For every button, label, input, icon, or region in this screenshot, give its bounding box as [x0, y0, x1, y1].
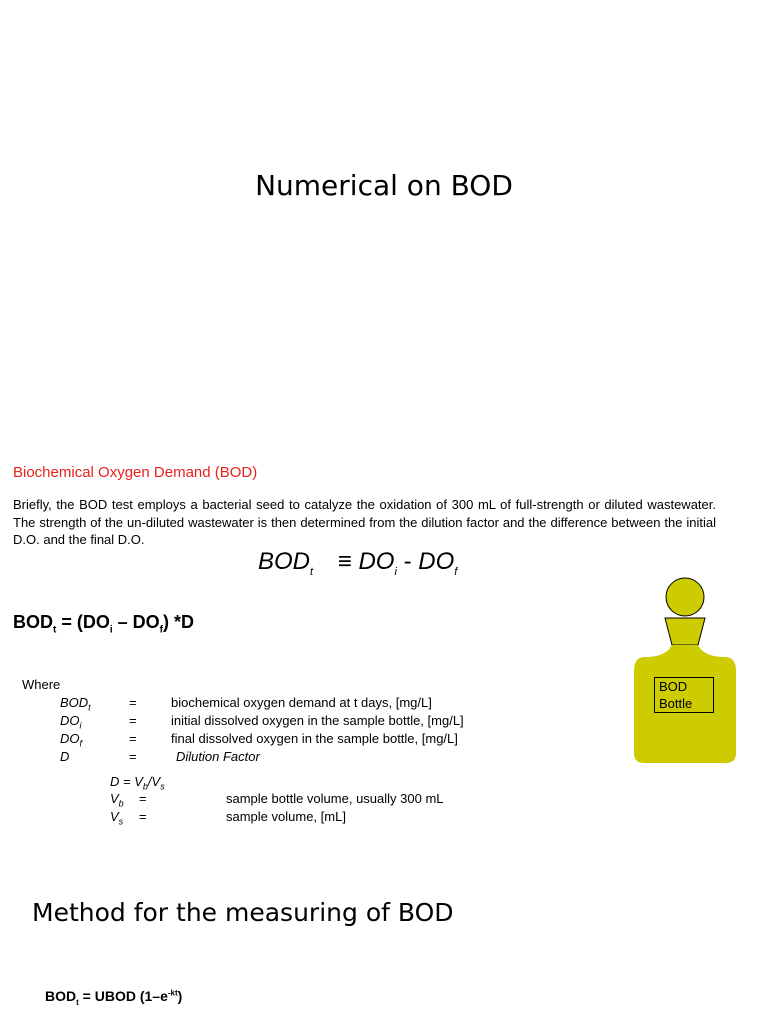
where-label: Where — [22, 677, 61, 692]
eqd-lhs-sub: t — [53, 624, 57, 636]
vol-symbol: $V_b$ — [110, 791, 124, 809]
vol-equals: = — [139, 809, 147, 824]
volume-definitions — [0, 791, 520, 827]
bottle-label — [654, 677, 714, 713]
eq-term2: DO — [418, 548, 455, 575]
def-description: initial dissolved oxygen in the sample bottle, [mg/L] — [171, 713, 464, 728]
definition-row — [0, 713, 520, 731]
definition-row — [0, 731, 520, 749]
intro-paragraph: Briefly, the BOD test employs a bacterial seed to catalyze the oxidation of 300 mL of full-strength or diluted wastewater. The strength of the un-diluted wastewater is then determined from the dilution factor and the difference between the initial D.O. and the final D.O. — [13, 497, 716, 547]
definition-row — [0, 749, 520, 767]
eq-term1-sub: i — [394, 565, 397, 578]
def-equals: = — [129, 749, 137, 764]
dilution-factor-formula: $D = V_b/V_s$ — [110, 774, 165, 792]
vol-description: sample bottle volume, usually 300 mL — [226, 791, 444, 806]
eq-lhs: BOD — [258, 548, 311, 575]
eqd-sub-i: i — [109, 624, 113, 636]
vol-equals: = — [139, 791, 147, 806]
bottle-stopper-icon — [666, 578, 704, 616]
bod-dilution-equation — [13, 612, 194, 636]
def-description: final dissolved oxygen in the sample bottle, [mg/L] — [171, 731, 458, 746]
definitions-list — [0, 695, 520, 767]
eqd-tail: ) *D — [163, 612, 194, 632]
eq-minus: - — [403, 548, 412, 575]
method-title: Method for the measuring of BOD — [32, 898, 454, 927]
definition-row — [0, 695, 520, 713]
def-equals: = — [129, 695, 137, 710]
bottle-label-line1: BOD — [659, 679, 688, 694]
def-description: biochemical oxygen demand at t days, [mg/L] — [171, 695, 432, 710]
def-equals: = — [129, 731, 137, 746]
ultimate-bod-equation: $BOD_t$ = UBOD $(1-e^{-kt})$ — [45, 988, 183, 1007]
def-symbol: $BOD_t$ — [60, 695, 91, 713]
eqd-sub-f: f — [159, 624, 163, 636]
eq-term2-sub: f — [454, 565, 458, 578]
bod-definition-equation — [258, 548, 457, 578]
eq-op: ≡ — [337, 548, 352, 575]
section-heading: Biochemical Oxygen Demand (BOD) — [13, 464, 258, 481]
volume-row — [0, 809, 520, 827]
bod-bottle-illustration — [630, 575, 742, 767]
def-symbol: $DO_f$ — [60, 731, 83, 749]
eq-lhs-sub: t — [310, 565, 314, 578]
eqd-mid1: = (DO — [56, 612, 110, 632]
def-symbol: D — [60, 749, 70, 764]
bottle-label-line2: Bottle — [659, 696, 693, 711]
def-description: Dilution Factor — [176, 749, 260, 764]
eqd-mid2: – DO — [112, 612, 160, 632]
slide-title: Numerical on BOD — [255, 169, 513, 202]
eq-term1: DO — [358, 548, 395, 575]
eqd-lhs: BOD — [13, 612, 53, 632]
volume-row — [0, 791, 520, 809]
bottle-neck-icon — [665, 618, 705, 645]
def-equals: = — [129, 713, 137, 728]
vol-description: sample volume, [mL] — [226, 809, 346, 824]
def-symbol: $DO_i$ — [60, 713, 82, 731]
vol-symbol: $V_s$ — [110, 809, 124, 827]
